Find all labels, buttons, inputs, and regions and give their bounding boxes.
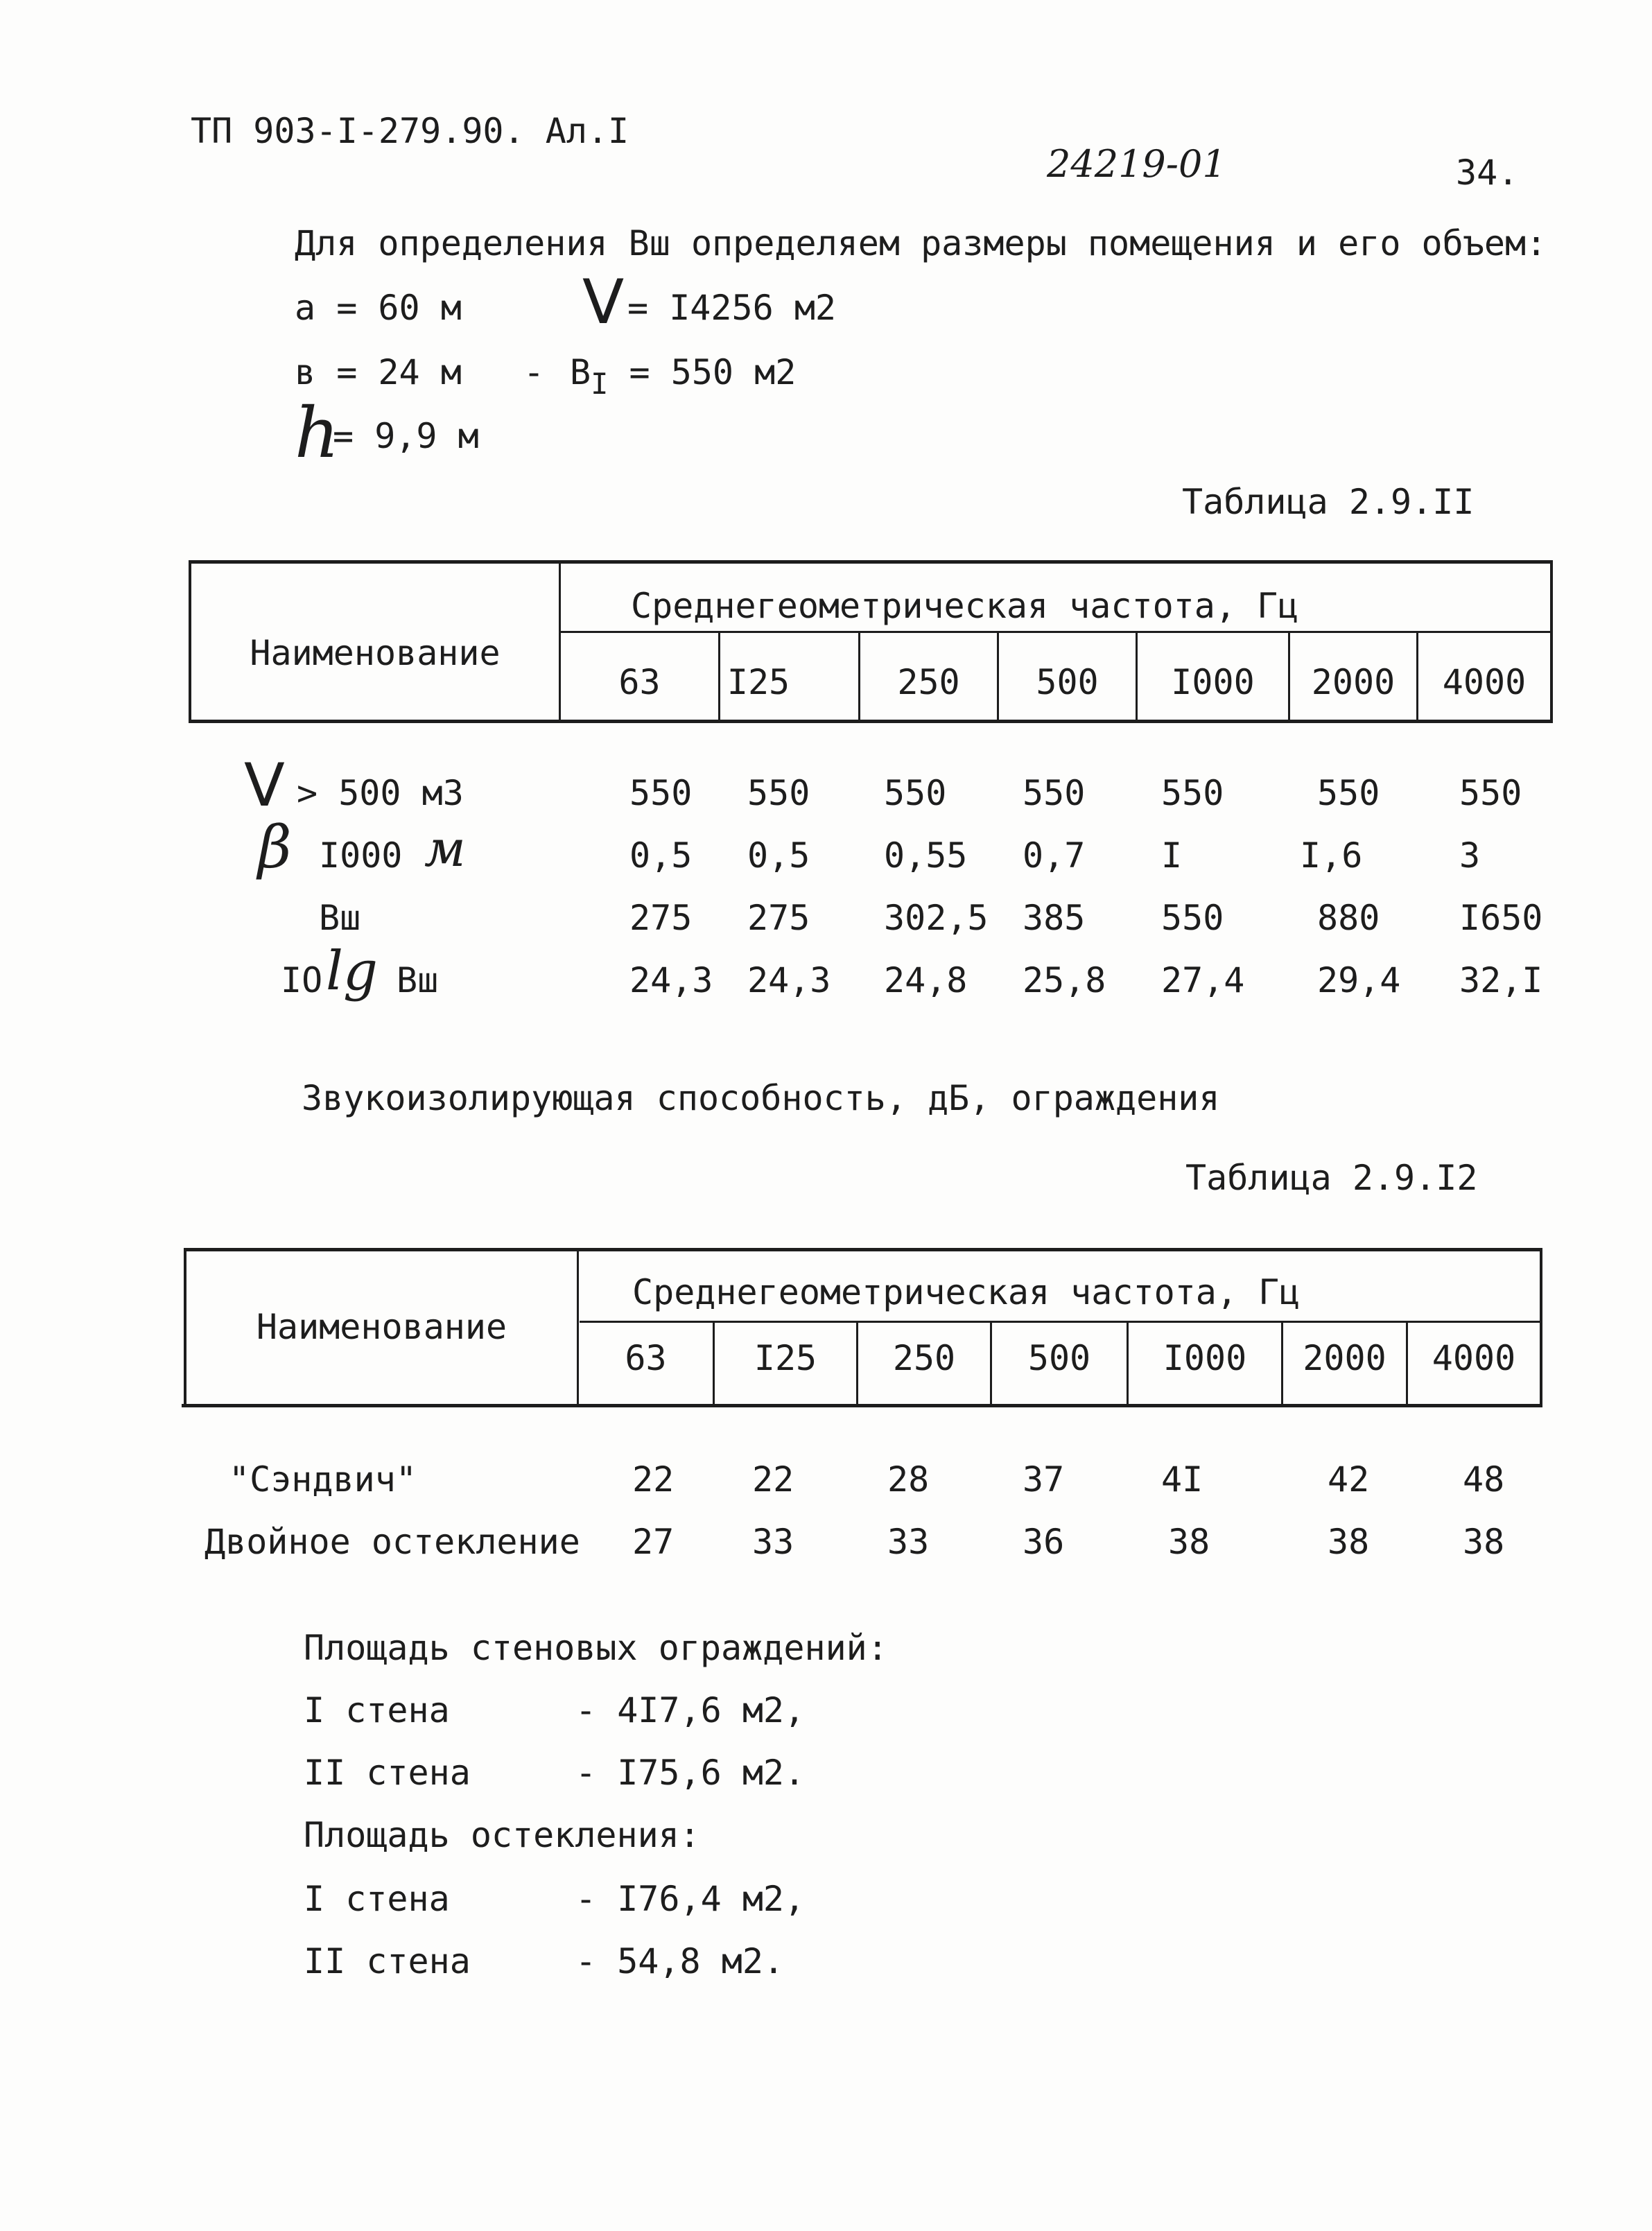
dimension-h: = 9,9 м: [333, 416, 479, 456]
table1-freq-header: Среднегеометрическая частота, Гц: [631, 586, 1299, 626]
row-value: 0,55: [884, 835, 968, 876]
row-value: 42: [1328, 1459, 1370, 1500]
row-value: 3: [1459, 835, 1481, 876]
volume-row-symbol: V: [244, 751, 285, 820]
table1-freq-2000: 2000: [1311, 662, 1395, 702]
dimension-a: a = 60 м: [295, 288, 462, 328]
row-value: 36: [1023, 1522, 1065, 1562]
row-value: 38: [1328, 1522, 1370, 1562]
row-value: 38: [1463, 1522, 1505, 1562]
unit-handwritten: м: [424, 819, 466, 878]
wall-1-label: I стена: [304, 1690, 450, 1730]
row-value: 24,8: [884, 960, 968, 1000]
table1-freq-500: 500: [1036, 662, 1099, 702]
lg-handwritten: lg: [326, 940, 378, 1002]
row-label: "Сэндвич": [229, 1459, 417, 1500]
archive-number: 24219-01: [1047, 142, 1226, 186]
table2-caption: Таблица 2.9.I2: [1185, 1158, 1478, 1198]
row-value: 550: [1317, 773, 1380, 813]
glazing-2-value: - 54,8 м2.: [575, 1941, 785, 1981]
table1-freq-250: 250: [897, 662, 960, 702]
row-value: 33: [752, 1522, 794, 1562]
row-value: 38: [1168, 1522, 1210, 1562]
table1-name-header: Наименование: [250, 633, 501, 673]
table2-freq-125: I25: [754, 1338, 817, 1378]
row-value: 32,I: [1459, 960, 1543, 1000]
dimension-b: в = 24 м: [295, 352, 462, 392]
document-code: ТП 903-I-279.90. Ал.I: [191, 111, 629, 151]
table2-freq-250: 250: [892, 1338, 956, 1378]
table2-name-header: Наименование: [256, 1307, 507, 1347]
row-label: > 500 м3: [297, 773, 464, 813]
row-value: 385: [1023, 898, 1086, 938]
table1-freq-125: I25: [727, 662, 790, 702]
table2-freq-2000: 2000: [1303, 1338, 1386, 1378]
volume-symbol: V: [582, 266, 625, 338]
row-value: 24,3: [747, 960, 831, 1000]
row-value: 550: [1161, 773, 1224, 813]
row-value: 0,5: [747, 835, 810, 876]
row-value: 550: [1161, 898, 1224, 938]
row-value: 550: [629, 773, 693, 813]
row-label-suffix: Вш: [397, 960, 439, 1000]
table2-freq-header: Среднегеометрическая частота, Гц: [632, 1272, 1301, 1312]
row-value: 37: [1023, 1459, 1065, 1500]
row-value: 24,3: [629, 960, 713, 1000]
row-value: 550: [1023, 773, 1086, 813]
row-value: 550: [1459, 773, 1522, 813]
row-value: 27: [632, 1522, 675, 1562]
beta-symbol: β: [258, 813, 292, 881]
table1-freq-1000: I000: [1171, 662, 1255, 702]
row-label: IO: [281, 960, 323, 1000]
volume-value: = I4256 м2: [627, 288, 837, 328]
row-value: 275: [629, 898, 693, 938]
dash-mark: -: [523, 352, 545, 392]
row-value: 22: [752, 1459, 794, 1500]
row-value: I,6: [1300, 835, 1363, 876]
row-label: Вш: [319, 898, 361, 938]
row-value: 29,4: [1317, 960, 1401, 1000]
row-label: Двойное остекление: [205, 1522, 580, 1562]
row-value: 27,4: [1161, 960, 1245, 1000]
table1-freq-63: 63: [618, 662, 661, 702]
row-value: 550: [884, 773, 947, 813]
glazing-1-label: I стена: [304, 1879, 450, 1919]
row-value: 25,8: [1023, 960, 1106, 1000]
row-value: 0,7: [1023, 835, 1086, 876]
row-value: I650: [1459, 898, 1543, 938]
row-value: 28: [887, 1459, 930, 1500]
table1-caption: Таблица 2.9.II: [1182, 482, 1475, 522]
glazing-1-value: - I76,4 м2,: [575, 1879, 806, 1919]
glazing-2-label: II стена: [304, 1941, 471, 1981]
wall-1-value: - 4I7,6 м2,: [575, 1690, 806, 1730]
row-value: 33: [887, 1522, 930, 1562]
page-number: 34.: [1456, 153, 1519, 193]
wall-2-value: - I75,6 м2.: [575, 1753, 806, 1793]
row-value: 275: [747, 898, 810, 938]
row-label: I000: [319, 835, 403, 876]
row-value: 550: [747, 773, 810, 813]
row-value: 48: [1463, 1459, 1505, 1500]
row-value: I: [1161, 835, 1183, 876]
walls-area-title: Площадь стеновых ограждений:: [304, 1628, 888, 1668]
b1-label: $B_I = 550$ м2: [570, 352, 797, 401]
glazing-area-title: Площадь остекления:: [304, 1815, 700, 1855]
table2-freq-1000: I000: [1163, 1338, 1247, 1378]
table1-freq-4000: 4000: [1442, 662, 1527, 702]
intro-text: Для определения Вш определяем размеры помещения и его объем:: [295, 223, 1547, 263]
row-value: 22: [632, 1459, 675, 1500]
table2-freq-4000: 4000: [1432, 1338, 1516, 1378]
table2-freq-500: 500: [1027, 1338, 1091, 1378]
row-value: 880: [1317, 898, 1380, 938]
row-value: 302,5: [884, 898, 989, 938]
height-symbol: h: [295, 392, 340, 474]
sound-insulation-title: Звукоизолирующая способность, дБ, ограждения: [302, 1078, 1220, 1118]
wall-2-label: II стена: [304, 1753, 471, 1793]
row-value: 0,5: [629, 835, 693, 876]
row-value: 4I: [1161, 1459, 1203, 1500]
table2-freq-63: 63: [625, 1338, 667, 1378]
